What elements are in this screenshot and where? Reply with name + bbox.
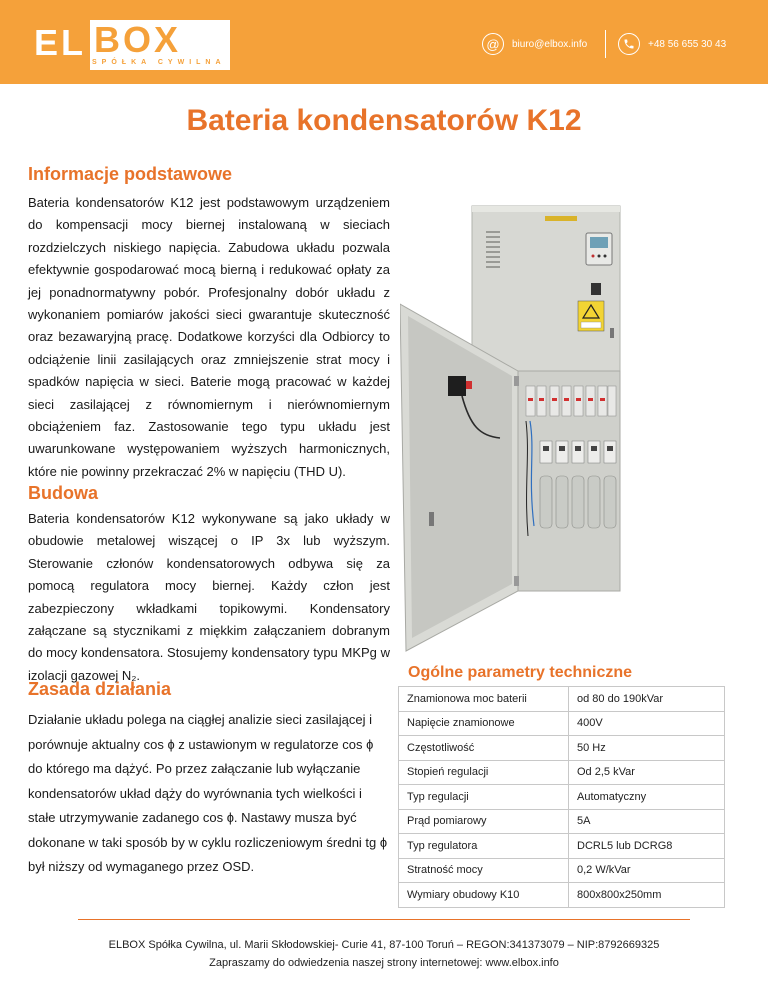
table-row — [399, 809, 725, 834]
param-value: 0,2 W/kVar — [569, 858, 725, 883]
param-label: Typ regulatora — [399, 834, 569, 859]
param-value: 400V — [569, 711, 725, 736]
phone-text: +48 56 655 30 43 — [648, 38, 727, 50]
table-row — [399, 785, 725, 810]
page-title: Bateria kondensatorów K12 — [186, 104, 582, 137]
table-row — [399, 883, 725, 908]
table-row — [399, 687, 725, 712]
contact-phone[interactable] — [618, 33, 726, 55]
table-row — [399, 760, 725, 785]
logo-el-text: EL — [24, 20, 90, 70]
section-heading-build: Budowa — [28, 483, 98, 503]
logo-box-text: BOX — [94, 19, 182, 60]
table-row — [399, 736, 725, 761]
param-label: Stopień regulacji — [399, 760, 569, 785]
param-label: Wymiary obudowy K10 — [399, 883, 569, 908]
param-value: 5A — [569, 809, 725, 834]
phone-icon — [618, 33, 640, 55]
section-text-info: Bateria kondensatorów K12 jest podstawowym urządzeniem do kompensacji mocy biernej instalowaną w sieciach rozdzielczych niskiego napięcia. Zabudowa układu pozwala efektywnie gospodarować mocą bierną i redukować opłaty za jej ponadnormatywny pobór. Profesjonalny dobór układu z wykonaniem pomiarów jakości sieci gwarantuje skuteczność oraz bezawaryjną pracę. Dodatkowe korzyści dla Odbiorcy to odciążenie linii zasilających oraz zmniejszenie strat mocy i spadków napięcia w sieci. Baterie mogą pracować w każdej sieci zasilającej z równomiernym i nierównomiernym obciążeniem faz. Zastosowanie tego typu układu jest uwarunkowane występowaniem wyższych harmonicznych, które nie powinny przekraczać 2% w napięciu (THD U). — [28, 195, 390, 479]
email-text: biuro@elbox.info — [512, 38, 588, 50]
header-bar — [0, 0, 768, 84]
section-heading-info: Informacje podstawowe — [28, 164, 233, 184]
capacitor-bank-photo — [400, 176, 650, 666]
section-text-principle: Działanie układu polega na ciągłej analizie sieci zasilającej i porównuje aktualny cos ɸ z ustawionym w regulatorze cos ɸ do którego ma dążyć. Po przez załączanie lub wyłączanie kondensatorów układ dąży do wyrównania tych wielkości i stałe utrzymywanie zadanego cos ɸ. Nastawy musza być dokonane w taki sposób by w cyklu rozliczeniowym średni tg ɸ był niższy od wymaganego przez OSD. — [28, 712, 388, 874]
param-label: Napięcie znamionowe — [399, 711, 569, 736]
footer-company-info: ELBOX Spółka Cywilna, ul. Marii Skłodowskiej- Curie 41, 87-100 Toruń – REGON:341373079 – NIP:8792669325 — [108, 939, 660, 951]
section-text-build: Bateria kondensatorów K12 wykonywane są jako układy w obudowie metalowej wiszącej o IP 3x lub wyższym. Sterowanie członów kondensatorowych odbywa się za pomocą regulatora mocy biernej. Każdy człon jest zabezpieczony wkładkami topikowymi. Kondensatory załączane są stycznikami z miękkim załączaniem dobranym do mocy kondensatora. Stosujemy kondensatory typu MKPg w izolacji gazowej N₂. — [28, 511, 390, 683]
table-row — [399, 834, 725, 859]
elbox-logo — [24, 20, 230, 70]
param-label: Częstotliwość — [399, 736, 569, 761]
contact-email[interactable] — [482, 33, 587, 55]
param-value: Automatyczny — [569, 785, 725, 810]
param-label: Prąd pomiarowy — [399, 809, 569, 834]
at-icon: @ — [482, 33, 504, 55]
section-heading-principle: Zasada działania — [28, 679, 172, 699]
params-table — [398, 686, 725, 908]
param-value: DCRL5 lub DCRG8 — [569, 834, 725, 859]
param-label: Znamionowa moc baterii — [399, 687, 569, 712]
param-value: 50 Hz — [569, 736, 725, 761]
param-value: 800x800x250mm — [569, 883, 725, 908]
param-value: od 80 do 190kVar — [569, 687, 725, 712]
logo-subtitle: SPÓŁKA CYWILNA — [92, 59, 226, 66]
table-row — [399, 711, 725, 736]
logo-box-panel — [90, 20, 230, 70]
params-heading: Ogólne parametry techniczne — [408, 664, 633, 681]
param-label: Stratność mocy — [399, 858, 569, 883]
footer-divider — [78, 919, 690, 920]
param-label: Typ regulacji — [399, 785, 569, 810]
footer-website[interactable]: Zapraszamy do odwiedzenia naszej strony internetowej: www.elbox.info — [209, 957, 559, 969]
contact-divider — [605, 30, 606, 58]
table-row — [399, 858, 725, 883]
param-value: Od 2,5 kVar — [569, 760, 725, 785]
